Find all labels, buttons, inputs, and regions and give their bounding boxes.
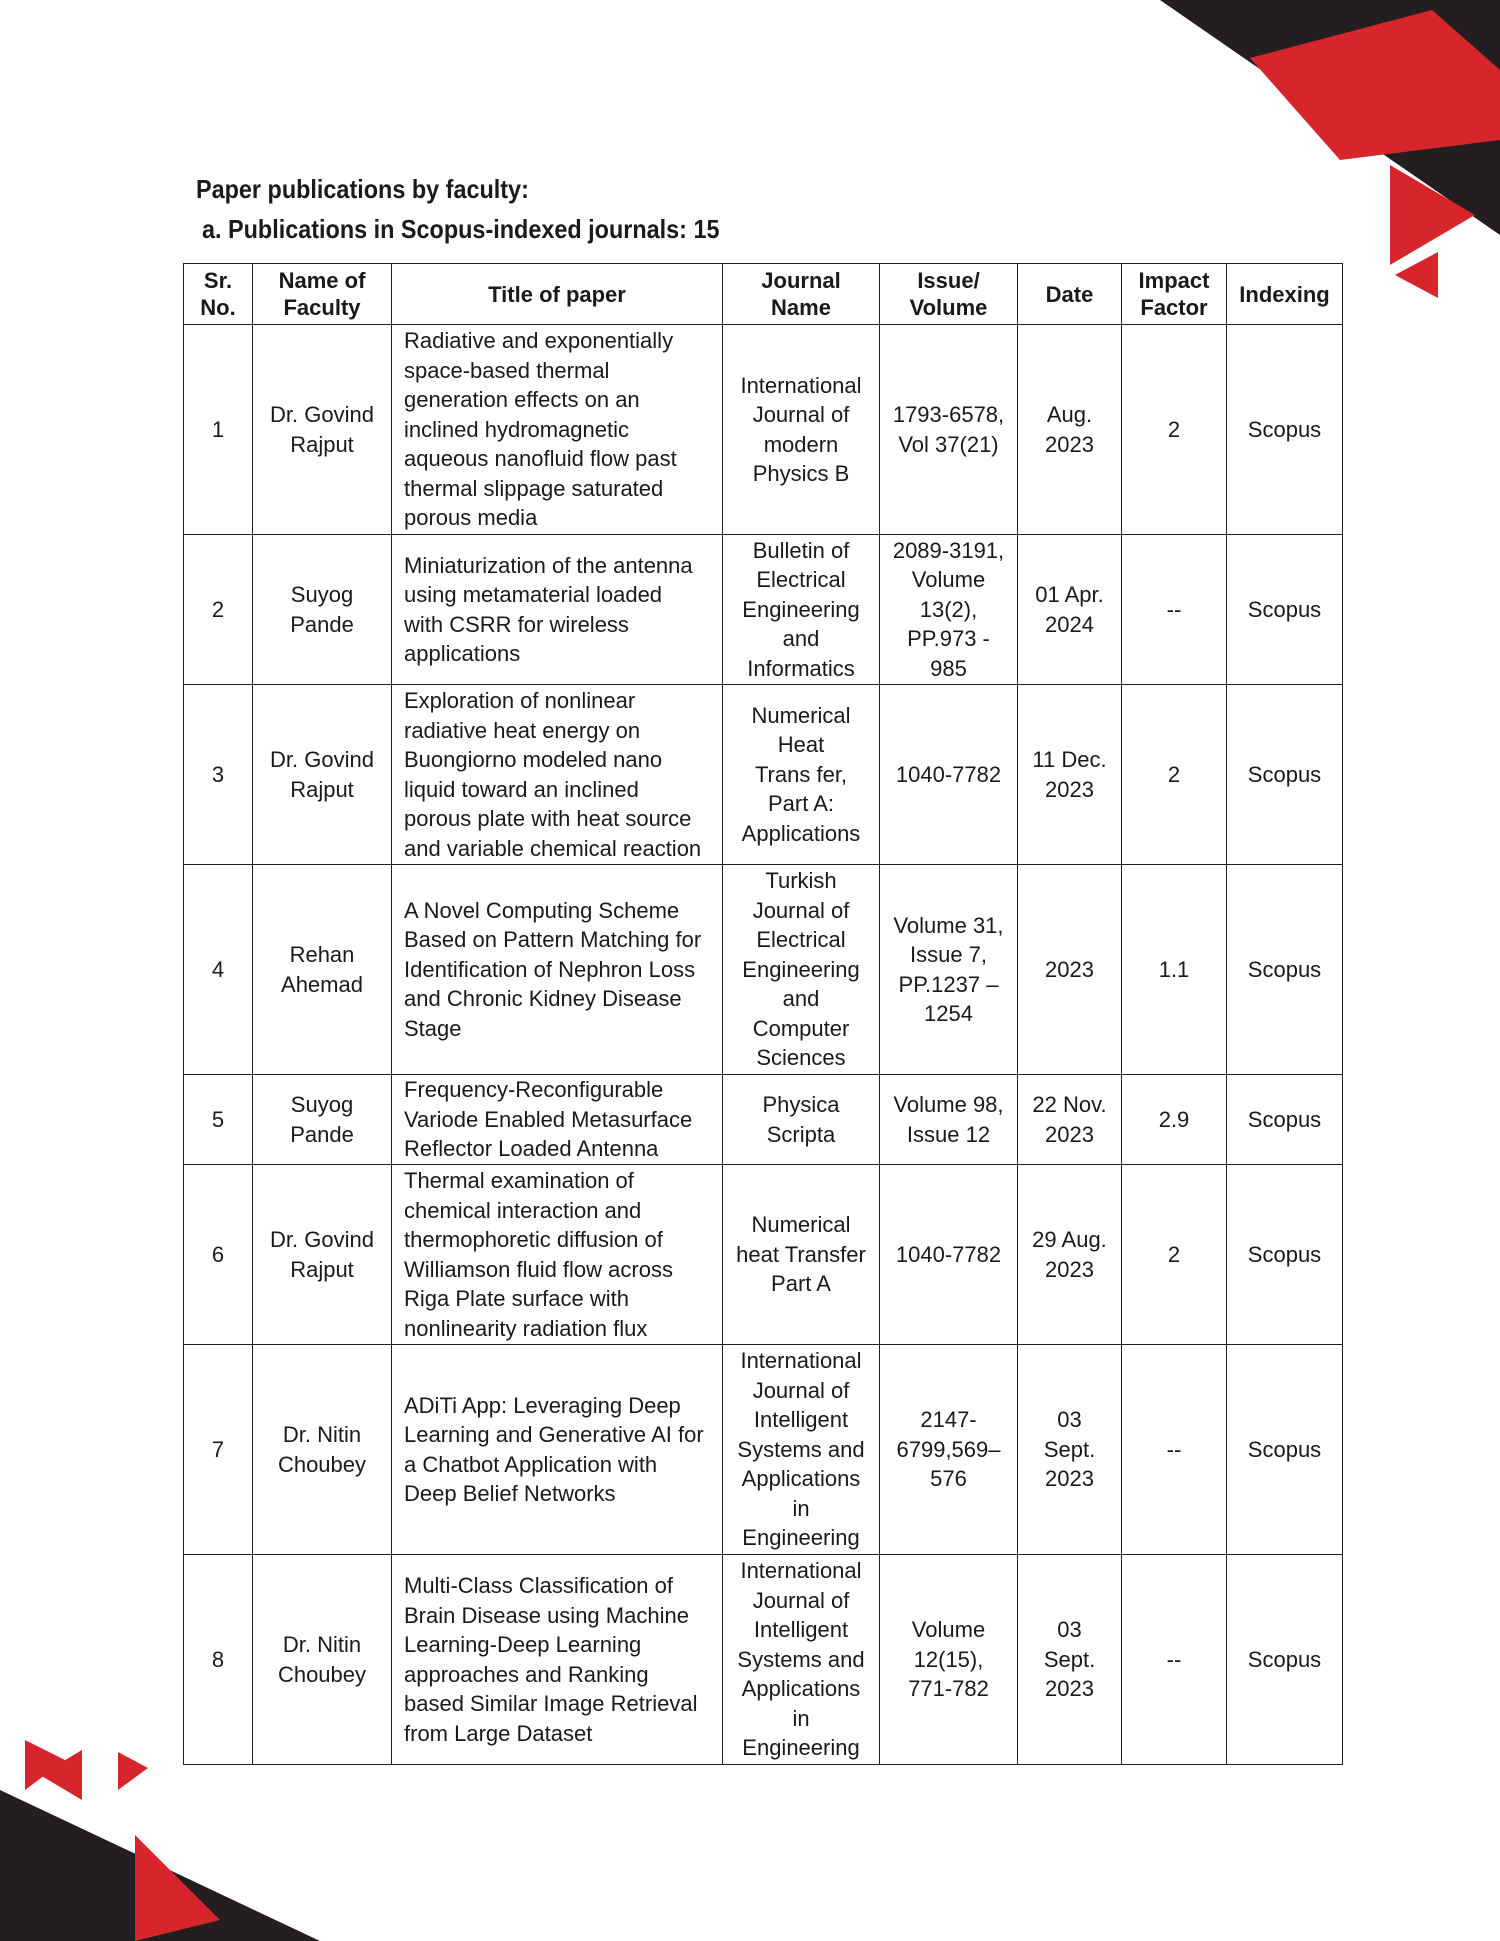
cell-issue: 1040-7782 — [880, 1165, 1018, 1345]
cell-faculty: Dr. Govind Rajput — [253, 1165, 392, 1345]
cell-impact: 2.9 — [1122, 1075, 1227, 1165]
cell-date: 03 Sept. 2023 — [1018, 1555, 1122, 1765]
cell-indexing: Scopus — [1227, 1165, 1343, 1345]
top-right-small-triangle — [1395, 252, 1438, 298]
cell-date: Aug. 2023 — [1018, 325, 1122, 535]
cell-sr: 7 — [184, 1345, 253, 1555]
cell-journal: International Journal of Intelligent Systems and Applications in Engineering — [723, 1555, 880, 1765]
cell-title: ADiTi App: Leveraging Deep Learning and Generative AI for a Chatbot Application with Deep Belief Networks — [392, 1345, 723, 1555]
cell-indexing: Scopus — [1227, 325, 1343, 535]
cell-faculty: Dr. Nitin Choubey — [253, 1345, 392, 1555]
subsection-title: a. Publications in Scopus-indexed journals: 15 — [202, 214, 720, 244]
cell-sr: 6 — [184, 1165, 253, 1345]
cell-faculty: Dr. Nitin Choubey — [253, 1555, 392, 1765]
cell-journal: Physica Scripta — [723, 1075, 880, 1165]
cell-title: Thermal examination of chemical interaction and thermophoretic diffusion of Williamson fluid flow across Riga Plate surface with nonlinearity radiation flux — [392, 1165, 723, 1345]
bottom-left-dark-band-2 — [0, 1850, 180, 1941]
cell-journal: Numerical Heat Trans fer, Part A: Applications — [723, 685, 880, 865]
cell-date: 03 Sept. 2023 — [1018, 1345, 1122, 1555]
header-sr-no: Sr. No. — [184, 264, 253, 325]
table-row — [184, 1555, 1343, 1765]
cell-issue: 2089-3191, Volume 13(2), PP.973 - 985 — [880, 535, 1018, 685]
cell-title: Radiative and exponentially space-based thermal generation effects on an inclined hydromagnetic aqueous nanofluid flow past thermal slippage saturated porous media — [392, 325, 723, 535]
cell-title: Miniaturization of the antenna using metamaterial loaded with CSRR for wireless applications — [392, 535, 723, 685]
cell-indexing: Scopus — [1227, 865, 1343, 1075]
top-right-dark-band — [1160, 0, 1500, 235]
cell-date: 22 Nov. 2023 — [1018, 1075, 1122, 1165]
cell-impact: -- — [1122, 1555, 1227, 1765]
cell-faculty: Rehan Ahemad — [253, 865, 392, 1075]
table-row — [184, 535, 1343, 685]
header-title: Title of paper — [392, 264, 723, 325]
cell-sr: 1 — [184, 325, 253, 535]
cell-sr: 4 — [184, 865, 253, 1075]
cell-faculty: Suyog Pande — [253, 535, 392, 685]
cell-issue: Volume 98, Issue 12 — [880, 1075, 1018, 1165]
header-impact: Impact Factor — [1122, 264, 1227, 325]
cell-indexing: Scopus — [1227, 1555, 1343, 1765]
table-row — [184, 325, 1343, 535]
cell-sr: 2 — [184, 535, 253, 685]
cell-indexing: Scopus — [1227, 685, 1343, 865]
bottom-left-red-triangle-edge — [25, 1740, 65, 1790]
cell-journal: Numerical heat Transfer Part A — [723, 1165, 880, 1345]
cell-impact: -- — [1122, 1345, 1227, 1555]
top-right-red-triangle — [1390, 165, 1475, 265]
cell-date: 11 Dec. 2023 — [1018, 685, 1122, 865]
table-row — [184, 1075, 1343, 1165]
cell-title: A Novel Computing Scheme Based on Pattern Matching for Identification of Nephron Loss and Chronic Kidney Disease Stage — [392, 865, 723, 1075]
cell-issue: Volume 12(15), 771-782 — [880, 1555, 1018, 1765]
cell-title: Frequency-Reconfigurable Variode Enabled Metasurface Reflector Loaded Antenna — [392, 1075, 723, 1165]
cell-journal: Bulletin of Electrical Engineering and Informatics — [723, 535, 880, 685]
header-date: Date — [1018, 264, 1122, 325]
table-row — [184, 685, 1343, 865]
cell-indexing: Scopus — [1227, 1075, 1343, 1165]
top-right-dark-band-lower — [1255, 0, 1500, 160]
header-indexing: Indexing — [1227, 264, 1343, 325]
cell-issue: Volume 31, Issue 7, PP.1237 – 1254 — [880, 865, 1018, 1075]
cell-journal: International Journal of Intelligent Systems and Applications in Engineering — [723, 1345, 880, 1555]
cell-faculty: Dr. Govind Rajput — [253, 325, 392, 535]
table-row — [184, 865, 1343, 1075]
cell-sr: 8 — [184, 1555, 253, 1765]
cell-impact: 1.1 — [1122, 865, 1227, 1075]
cell-impact: 2 — [1122, 325, 1227, 535]
cell-impact: 2 — [1122, 1165, 1227, 1345]
cell-faculty: Dr. Govind Rajput — [253, 685, 392, 865]
cell-title: Exploration of nonlinear radiative heat energy on Buongiorno modeled nano liquid toward an inclined porous plate with heat source and variable chemical reaction — [392, 685, 723, 865]
cell-date: 01 Apr. 2024 — [1018, 535, 1122, 685]
table-header-row — [184, 264, 1343, 325]
header-faculty: Name of Faculty — [253, 264, 392, 325]
cell-issue: 1040-7782 — [880, 685, 1018, 865]
bottom-left-red-triangle-small — [118, 1752, 148, 1790]
cell-journal: International Journal of modern Physics B — [723, 325, 880, 535]
cell-indexing: Scopus — [1227, 1345, 1343, 1555]
cell-title: Multi-Class Classification of Brain Disease using Machine Learning-Deep Learning approaches and Ranking based Similar Image Retrieval from Large Dataset — [392, 1555, 723, 1765]
bottom-left-red-triangle-large — [135, 1835, 220, 1941]
cell-indexing: Scopus — [1227, 535, 1343, 685]
top-right-red-ribbon — [1250, 10, 1500, 160]
header-journal: Journal Name — [723, 264, 880, 325]
bottom-left-red-triangle-mid — [40, 1750, 82, 1800]
cell-issue: 1793-6578, Vol 37(21) — [880, 325, 1018, 535]
cell-journal: Turkish Journal of Electrical Engineering and Computer Sciences — [723, 865, 880, 1075]
section-title: Paper publications by faculty: — [196, 174, 529, 204]
table-row — [184, 1165, 1343, 1345]
cell-sr: 5 — [184, 1075, 253, 1165]
header-issue: Issue/ Volume — [880, 264, 1018, 325]
cell-date: 2023 — [1018, 865, 1122, 1075]
cell-issue: 2147- 6799,569– 576 — [880, 1345, 1018, 1555]
cell-impact: -- — [1122, 535, 1227, 685]
bottom-left-dark-band — [0, 1790, 320, 1941]
cell-date: 29 Aug. 2023 — [1018, 1165, 1122, 1345]
table-row — [184, 1345, 1343, 1555]
cell-impact: 2 — [1122, 685, 1227, 865]
cell-faculty: Suyog Pande — [253, 1075, 392, 1165]
cell-sr: 3 — [184, 685, 253, 865]
publications-table — [183, 263, 1343, 1765]
